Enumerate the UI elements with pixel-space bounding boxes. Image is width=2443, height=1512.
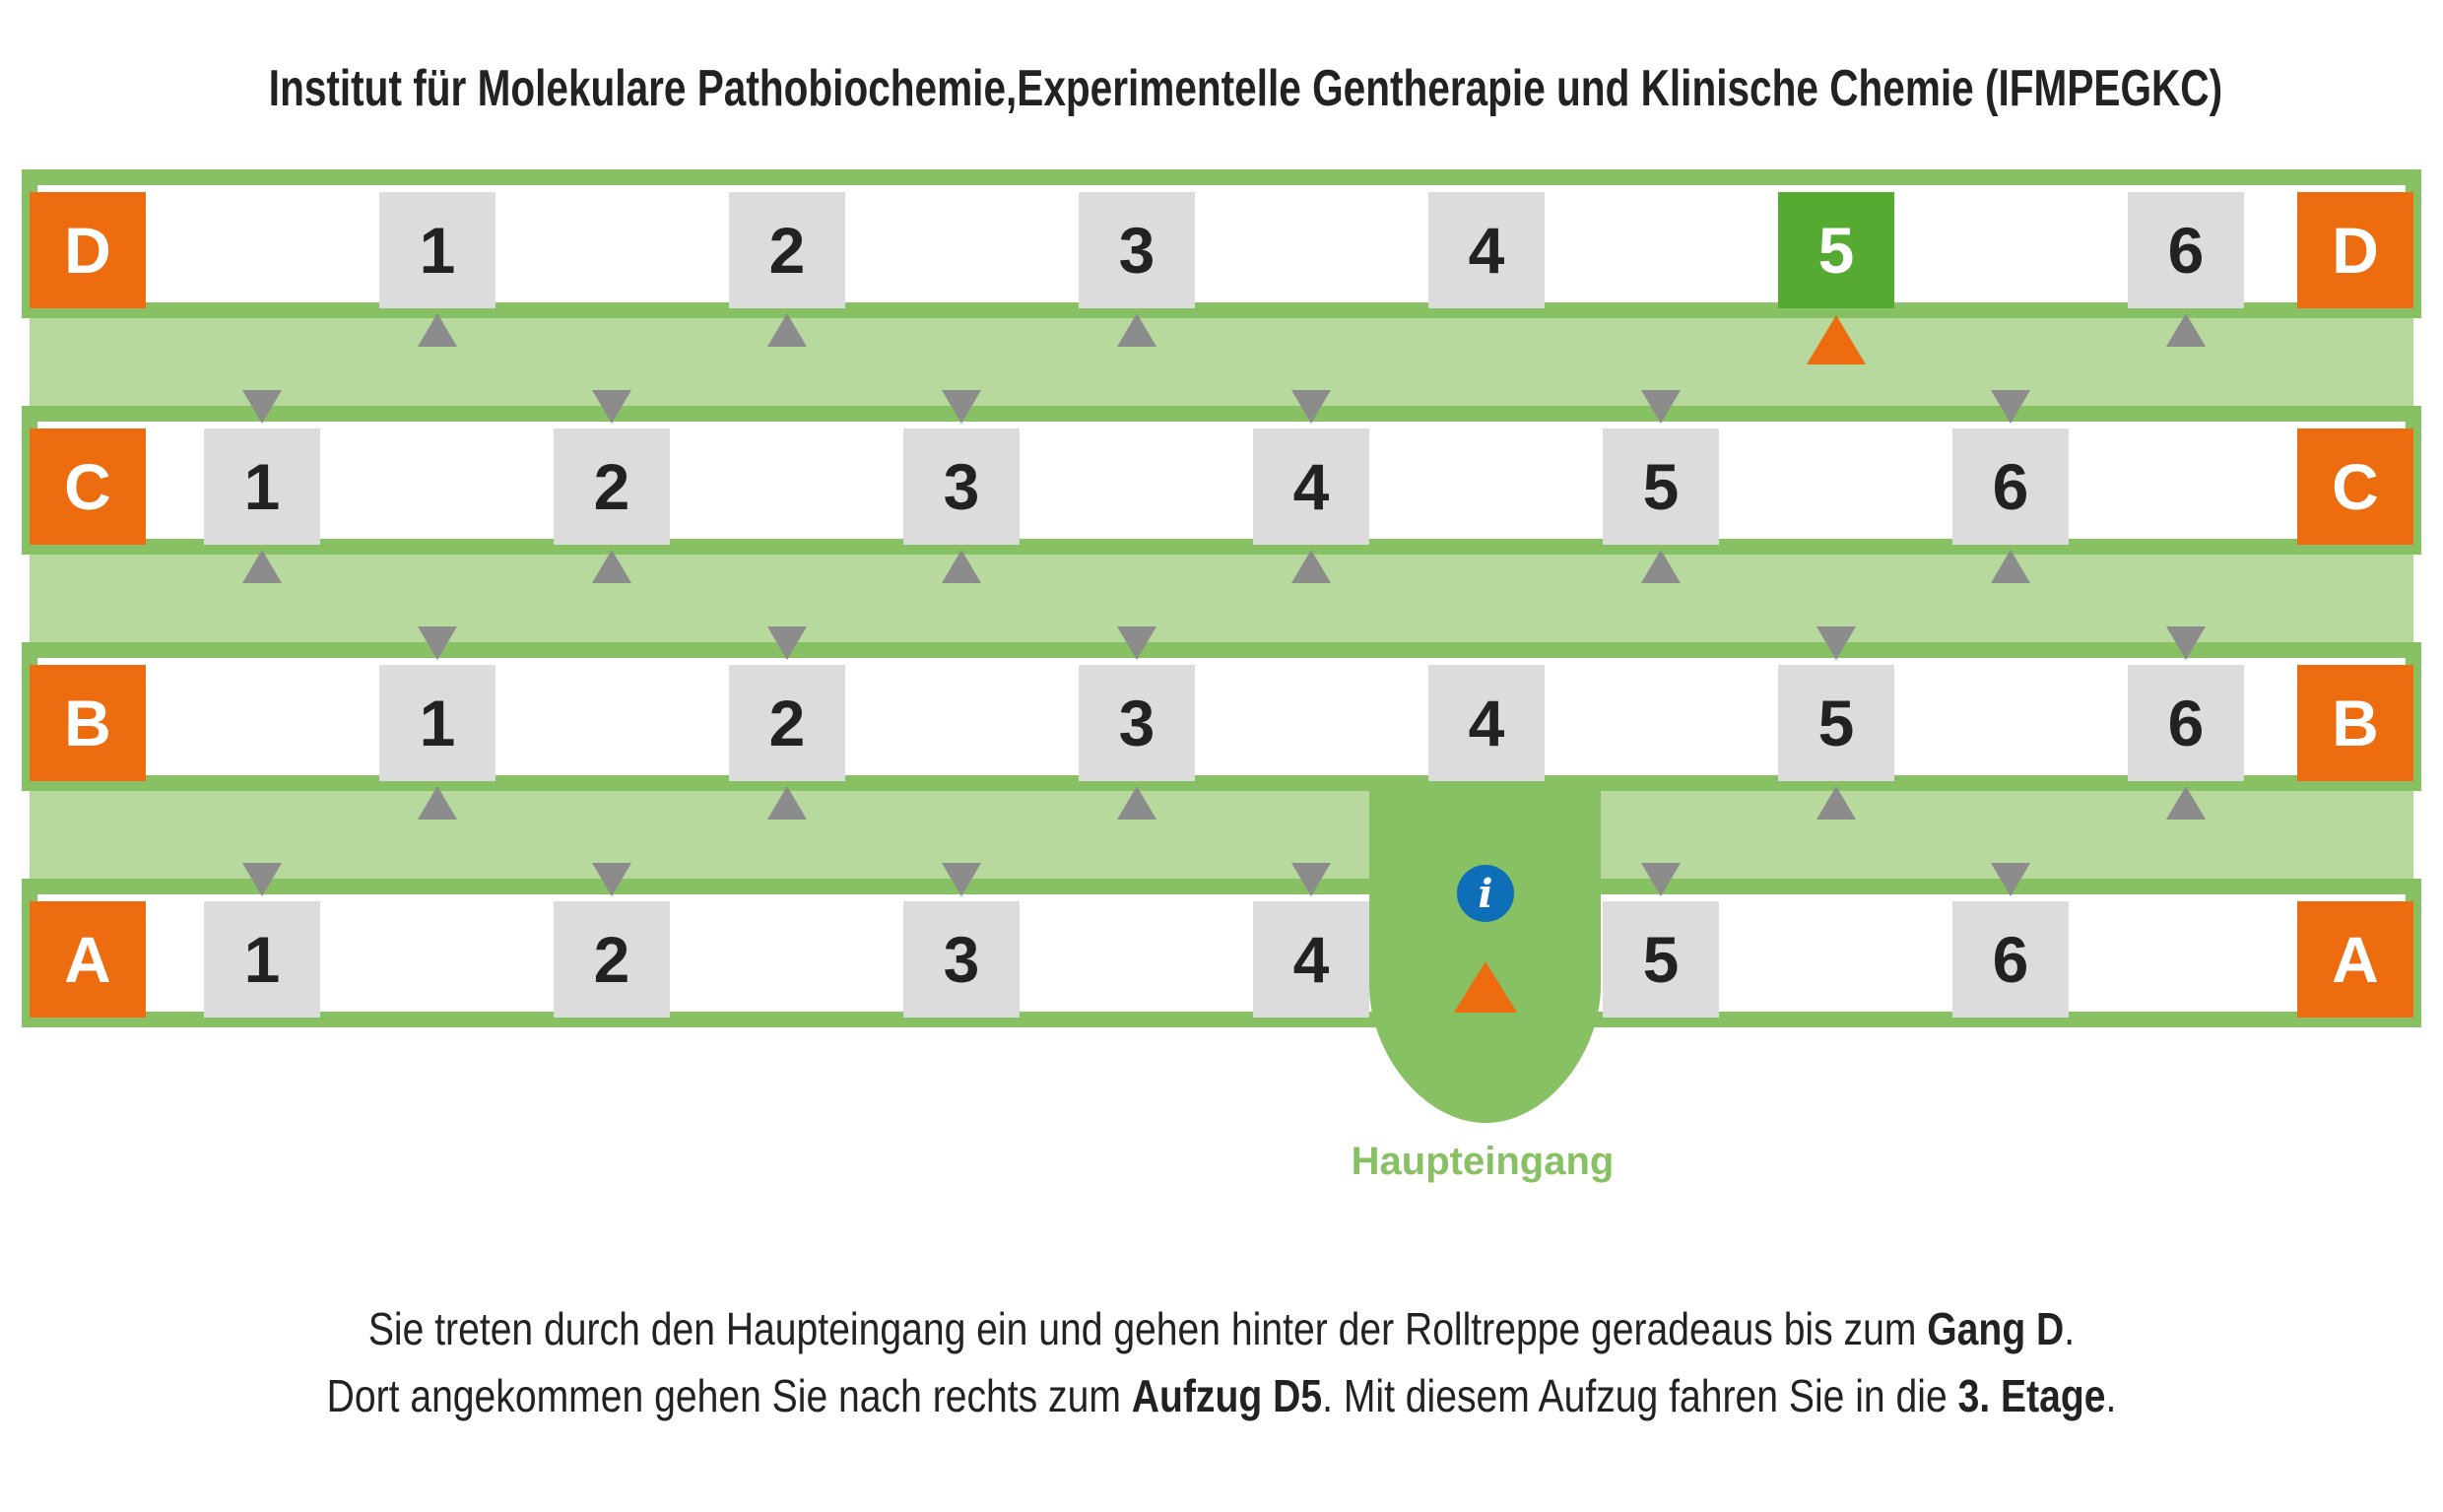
elevator-d5 bbox=[1778, 192, 1894, 308]
elevator-d2-label: 2 bbox=[768, 214, 806, 287]
row-label-b-left bbox=[30, 665, 146, 781]
row-label-c-left-label: C bbox=[64, 450, 111, 523]
row-label-b-right-label: B bbox=[2332, 687, 2379, 759]
row-label-b-right bbox=[2297, 665, 2413, 781]
row-label-a-left-label: A bbox=[64, 923, 111, 996]
row-label-c-left bbox=[30, 428, 146, 545]
elevator-c6 bbox=[1952, 428, 2069, 545]
entrance-label: Haupteingang bbox=[1351, 1140, 1615, 1183]
elevator-a2 bbox=[554, 901, 670, 1018]
elevator-d1-label: 1 bbox=[419, 214, 456, 287]
elevator-a1 bbox=[204, 901, 320, 1018]
elevator-a6 bbox=[1952, 901, 2069, 1018]
instruction-line-2 bbox=[183, 1362, 2260, 1429]
row-label-a-right bbox=[2297, 901, 2413, 1018]
elevator-d3-label: 3 bbox=[1118, 214, 1155, 287]
instruction-bold-corridor: Gang D bbox=[1927, 1303, 2065, 1354]
elevator-d5-label: 5 bbox=[1817, 214, 1855, 287]
main-entrance-area bbox=[1369, 783, 1601, 1123]
elevator-d6-label: 6 bbox=[2167, 214, 2205, 287]
elevator-d4-label: 4 bbox=[1468, 214, 1505, 287]
page-title: Institut für Molekulare Pathobiochemie,Experimentelle Gentherapie und Klinische Chemie (IFMPEGKC) bbox=[268, 60, 2223, 117]
elevator-d2 bbox=[729, 192, 845, 308]
elevator-a3-label: 3 bbox=[943, 923, 980, 996]
elevator-b1 bbox=[379, 665, 495, 781]
elevator-c6-label: 6 bbox=[1992, 450, 2029, 523]
elevator-b5-label: 5 bbox=[1817, 687, 1855, 759]
instruction-bold-floor: 3. Etage bbox=[1957, 1370, 2106, 1421]
elevator-a5-label: 5 bbox=[1642, 923, 1680, 996]
elevator-b2-label: 2 bbox=[768, 687, 806, 759]
row-label-d-right-label: D bbox=[2332, 214, 2379, 287]
elevator-a2-label: 2 bbox=[593, 923, 630, 996]
elevator-b4-label: 4 bbox=[1468, 687, 1505, 759]
elevator-a6-label: 6 bbox=[1992, 923, 2029, 996]
elevator-b3-label: 3 bbox=[1118, 687, 1155, 759]
elevator-a4 bbox=[1253, 901, 1369, 1018]
instruction-text: . bbox=[2105, 1370, 2117, 1421]
row-label-c-right bbox=[2297, 428, 2413, 545]
elevator-c5-label: 5 bbox=[1642, 450, 1680, 523]
instruction-text: . Mit diesem Aufzug fahren Sie in die bbox=[1322, 1370, 1958, 1421]
elevator-c2 bbox=[554, 428, 670, 545]
elevator-b3 bbox=[1079, 665, 1195, 781]
elevator-b1-label: 1 bbox=[419, 687, 456, 759]
instruction-text: . bbox=[2064, 1303, 2076, 1354]
elevator-b2 bbox=[729, 665, 845, 781]
elevator-c3 bbox=[903, 428, 1020, 545]
row-label-c-right-label: C bbox=[2332, 450, 2379, 523]
instruction-text: Sie treten durch den Haupteingang ein und gehen hinter der Rolltreppe geradeaus bis zum bbox=[367, 1303, 1928, 1354]
row-label-d-right bbox=[2297, 192, 2413, 308]
elevator-c5 bbox=[1603, 428, 1719, 545]
row-label-d-left bbox=[30, 192, 146, 308]
elevator-b6-label: 6 bbox=[2167, 687, 2205, 759]
row-label-b-left-label: B bbox=[64, 687, 111, 759]
elevator-a4-label: 4 bbox=[1292, 923, 1330, 996]
elevator-a1-label: 1 bbox=[243, 923, 281, 996]
elevator-a3 bbox=[903, 901, 1020, 1018]
instruction-bold-elevator: Aufzug D5 bbox=[1131, 1370, 1323, 1421]
info-icon-letter: i bbox=[1478, 871, 1493, 917]
elevator-c4 bbox=[1253, 428, 1369, 545]
instruction-line-1 bbox=[183, 1295, 2260, 1362]
elevator-a5 bbox=[1603, 901, 1719, 1018]
elevator-c2-label: 2 bbox=[593, 450, 630, 523]
elevator-c4-label: 4 bbox=[1292, 450, 1330, 523]
elevator-d6 bbox=[2128, 192, 2244, 308]
elevator-b6 bbox=[2128, 665, 2244, 781]
elevator-d1 bbox=[379, 192, 495, 308]
elevator-b4 bbox=[1428, 665, 1545, 781]
instruction-text: Dort angekommen gehen Sie nach rechts zum bbox=[326, 1370, 1132, 1421]
elevator-d3 bbox=[1079, 192, 1195, 308]
row-label-a-left bbox=[30, 901, 146, 1018]
row-label-a-right-label: A bbox=[2332, 923, 2379, 996]
instructions bbox=[0, 1295, 2443, 1429]
elevator-c1-label: 1 bbox=[243, 450, 281, 523]
elevator-c1 bbox=[204, 428, 320, 545]
elevator-b5 bbox=[1778, 665, 1894, 781]
elevator-d4 bbox=[1428, 192, 1545, 308]
elevator-c3-label: 3 bbox=[943, 450, 980, 523]
row-label-d-left-label: D bbox=[64, 214, 111, 287]
